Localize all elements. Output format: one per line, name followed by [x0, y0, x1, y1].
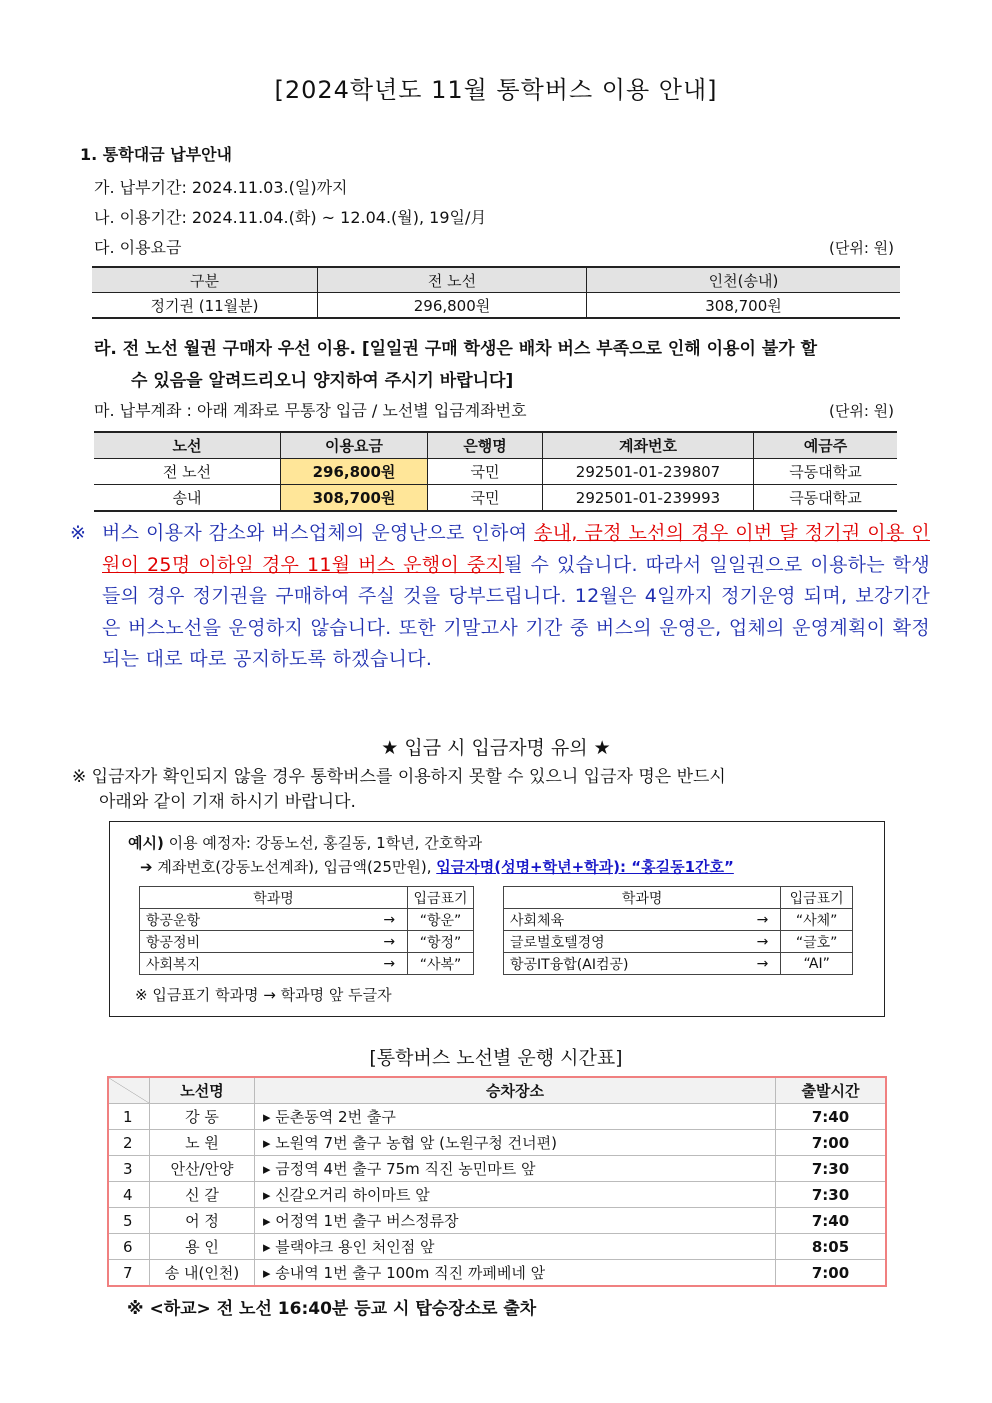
table-row — [108, 1208, 886, 1234]
route-name: 용 인 — [150, 1234, 255, 1260]
schedule-header: 승차장소 — [255, 1077, 776, 1104]
account-number-cell: 292501-01-239993 — [543, 485, 754, 512]
holder-cell: 극동대학교 — [754, 459, 898, 485]
usage-period: 나. 이용기간: 2024.11.04.(화) ~ 12.04.(월), 19일/月 — [94, 208, 487, 227]
example-deposit-name: 입금자명(성명+학년+학과): “홍길동1간호” — [436, 858, 734, 876]
fee-cell: 296,800원 — [281, 459, 428, 485]
boarding-place: ▸ 송내역 1번 출구 100m 직진 까페베네 앞 — [255, 1260, 776, 1287]
boarding-place: ▸ 금정역 4번 출구 75m 직진 농민마트 앞 — [255, 1156, 776, 1182]
notice-text: 따라서 일일권으로 이용하는 학생들의 경우 정기권을 구매하여 주실 것을 당부드립니다. 12월은 4일까지 정기운영 되며, 보강기간은 버스노선을 운영하지 않습니다. 또한 기말고사 기간 중 버스의 운영은, 업체의 운영계획이 확정되는 대로 따로 공지하도록 하겠습니다. — [102, 553, 930, 670]
account-header: 예금주 — [754, 432, 898, 459]
unit-label: (단위: 원) — [829, 402, 894, 420]
warning-line: ※ 입금자가 확인되지 않을 경우 통학버스를 이용하지 못할 수 있으니 입금자 명은 반드시 — [72, 767, 726, 787]
departure-time: 7:40 — [776, 1208, 887, 1234]
account-header: 이용요금 — [281, 432, 428, 459]
major-code-table-right — [503, 886, 853, 975]
arrow-icon: → — [365, 931, 408, 953]
table-row — [140, 909, 474, 931]
major-name: 글로벌호텔경영 — [504, 931, 739, 953]
major-code: “항정” — [408, 931, 474, 953]
corner-cell — [108, 1077, 150, 1104]
example-label: 예시) — [128, 834, 164, 852]
schedule-header: 노선명 — [150, 1077, 255, 1104]
example-line — [128, 832, 482, 853]
arrow-icon: → — [365, 909, 408, 931]
arrow-icon: ➔ — [140, 858, 153, 876]
table-row — [108, 1234, 886, 1260]
major-code: “항운” — [408, 909, 474, 931]
account-table — [94, 431, 897, 512]
route-cell: 송내 — [94, 485, 281, 512]
table-row — [94, 485, 897, 512]
major-name: 항공IT융합(AI컴공) — [504, 953, 739, 975]
fee-header: 전 노선 — [318, 267, 587, 293]
major-code: “사복” — [408, 953, 474, 975]
priority-notice-line1: 라. 전 노선 월권 구매자 우선 이용. [일일권 구매 학생은 배차 버스 부족으로 인해 이용이 불가 할 — [94, 339, 817, 359]
unit-label: (단위: 원) — [829, 239, 894, 257]
fee-cell: 296,800원 — [318, 293, 587, 319]
row-number: 4 — [108, 1182, 150, 1208]
deposit-warning — [72, 765, 726, 815]
row-number: 5 — [108, 1208, 150, 1234]
schedule-header: 출발시간 — [776, 1077, 887, 1104]
table-row — [140, 931, 474, 953]
table-row — [108, 1156, 886, 1182]
notice-mark: ※ — [70, 522, 87, 544]
account-label: 마. 납부계좌 : 아래 계좌로 무통장 입금 / 노선별 입금계좌번호 — [94, 401, 527, 420]
boarding-place: ▸ 둔촌동역 2번 출구 — [255, 1104, 776, 1130]
route-cell: 전 노선 — [94, 459, 281, 485]
account-header: 은행명 — [428, 432, 543, 459]
fee-header: 인천(송내) — [587, 267, 901, 293]
example-line — [140, 856, 734, 877]
row-number: 2 — [108, 1130, 150, 1156]
major-header: 학과명 — [504, 887, 781, 909]
arrow-icon: → — [738, 909, 781, 931]
holder-cell: 극동대학교 — [754, 485, 898, 512]
table-row — [94, 459, 897, 485]
departure-time: 7:30 — [776, 1156, 887, 1182]
fee-table — [92, 266, 900, 319]
schedule-title: [통학버스 노선별 운행 시간표] — [369, 1047, 623, 1069]
code-header: 입금표기 — [408, 887, 474, 909]
arrow-icon: → — [738, 953, 781, 975]
table-row — [504, 953, 853, 975]
notice-highlight: 송내, 금정 노선의 경우 이번 달 정기권 이용 인원이 25명 이하일 경우 11월 버스 운행이 중지 — [102, 522, 930, 576]
example-note: ※ 입금표기 학과명 → 학과명 앞 두글자 — [135, 986, 392, 1004]
route-name: 어 정 — [150, 1208, 255, 1234]
boarding-place: ▸ 노원역 7번 출구 농협 앞 (노원구청 건너편) — [255, 1130, 776, 1156]
major-name: 사회복지 — [140, 953, 366, 975]
arrow-icon: → — [738, 931, 781, 953]
boarding-place: ▸ 어정역 1번 출구 버스정류장 — [255, 1208, 776, 1234]
code-header: 입금표기 — [781, 887, 853, 909]
page-title: [2024학년도 11월 통학버스 이용 안내] — [274, 76, 718, 104]
table-row — [504, 931, 853, 953]
schedule-footnote: ※ <하교> 전 노선 16:40분 등교 시 탑승장소로 출차 — [127, 1299, 537, 1319]
departure-time: 8:05 — [776, 1234, 887, 1260]
route-name: 강 동 — [150, 1104, 255, 1130]
major-code-table-left — [139, 886, 474, 975]
major-code: “사체” — [781, 909, 853, 931]
departure-time: 7:30 — [776, 1182, 887, 1208]
major-name: 항공운항 — [140, 909, 366, 931]
table-row — [108, 1182, 886, 1208]
table-row — [108, 1130, 886, 1156]
section-heading: 1. 통학대금 납부안내 — [80, 145, 232, 164]
row-number: 7 — [108, 1260, 150, 1287]
fee-cell: 정기권 (11월분) — [92, 293, 318, 319]
account-header: 노선 — [94, 432, 281, 459]
example-text: 이용 예정자: 강동노선, 홍길동, 1학년, 간호학과 — [163, 834, 483, 852]
bank-cell: 국민 — [428, 459, 543, 485]
departure-time: 7:00 — [776, 1260, 887, 1287]
major-header: 학과명 — [140, 887, 408, 909]
table-row — [140, 953, 474, 975]
route-name: 안산/안양 — [150, 1156, 255, 1182]
fee-label: 다. 이용요금 — [94, 238, 182, 257]
warning-line: 아래와 같이 기재 하시기 바랍니다. — [99, 792, 356, 812]
fee-cell: 308,700원 — [587, 293, 901, 319]
major-name: 사회체육 — [504, 909, 739, 931]
departure-time: 7:00 — [776, 1130, 887, 1156]
route-name: 송 내(인천) — [150, 1260, 255, 1287]
boarding-place: ▸ 신갈오거리 하이마트 앞 — [255, 1182, 776, 1208]
fee-cell: 308,700원 — [281, 485, 428, 512]
suspension-notice — [70, 518, 930, 676]
payment-period: 가. 납부기간: 2024.11.03.(일)까지 — [94, 178, 348, 197]
row-number: 3 — [108, 1156, 150, 1182]
example-text: 계좌번호(강동노선계좌), 입금액(25만원), — [152, 858, 437, 876]
notice-text: 될 수 있습니다. — [504, 553, 638, 576]
deposit-name-title: ★ 입금 시 입금자명 유의 ★ — [381, 737, 611, 759]
row-number: 1 — [108, 1104, 150, 1130]
fee-header: 구분 — [92, 267, 318, 293]
table-row — [108, 1260, 886, 1287]
boarding-place: ▸ 블랙야크 용인 처인점 앞 — [255, 1234, 776, 1260]
major-name: 항공정비 — [140, 931, 366, 953]
notice-text: 버스 이용자 감소와 버스업체의 운영난으로 인하여 — [102, 522, 535, 544]
arrow-icon: → — [365, 953, 408, 975]
schedule-table — [107, 1076, 887, 1287]
table-row — [108, 1104, 886, 1130]
account-number-cell: 292501-01-239807 — [543, 459, 754, 485]
table-row — [504, 909, 853, 931]
account-header: 계좌번호 — [543, 432, 754, 459]
route-name: 신 갈 — [150, 1182, 255, 1208]
major-code: “글호” — [781, 931, 853, 953]
route-name: 노 원 — [150, 1130, 255, 1156]
row-number: 6 — [108, 1234, 150, 1260]
major-code: “AI” — [781, 953, 853, 975]
priority-notice-line2: 수 있음을 알려드리오니 양지하여 주시기 바랍니다] — [131, 371, 514, 391]
bank-cell: 국민 — [428, 485, 543, 512]
departure-time: 7:40 — [776, 1104, 887, 1130]
